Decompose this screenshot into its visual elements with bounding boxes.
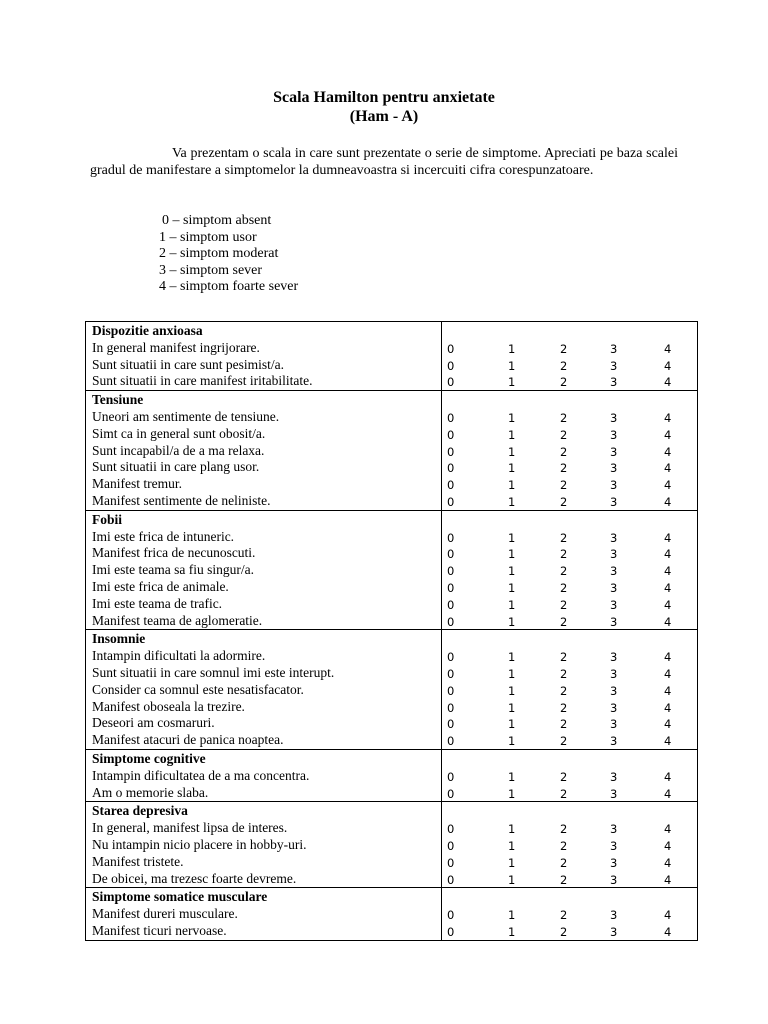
- score-option[interactable]: 3: [610, 769, 618, 784]
- score-option[interactable]: 3: [610, 683, 618, 698]
- score-option[interactable]: 3: [610, 564, 618, 579]
- score-options-row: [442, 373, 697, 390]
- section-row: [86, 322, 698, 391]
- section-items-cell: [86, 322, 442, 391]
- score-options-row: [442, 409, 697, 426]
- section-title: Dispozitie anxioasa: [92, 323, 203, 338]
- score-options-row: [442, 476, 697, 493]
- score-option[interactable]: 4: [664, 614, 672, 629]
- legend-item: 0 – simptom absent: [162, 213, 272, 228]
- symptom-item: Sunt situatii in care plang usor.: [92, 459, 260, 475]
- symptom-item: Manifest teama de aglomeratie.: [92, 612, 263, 628]
- score-option[interactable]: 4: [664, 717, 672, 732]
- score-options-row: [442, 732, 697, 749]
- score-option[interactable]: 1: [508, 478, 516, 493]
- score-options-row: [442, 837, 697, 854]
- symptom-item: Imi este teama de trafic.: [92, 595, 223, 611]
- score-option[interactable]: 4: [664, 444, 672, 459]
- score-option[interactable]: 0: [447, 410, 455, 425]
- score-option[interactable]: 2: [560, 410, 568, 425]
- section-items-cell: [86, 888, 442, 940]
- score-option[interactable]: 3: [610, 427, 618, 442]
- score-option[interactable]: 1: [508, 855, 516, 870]
- symptom-item: Intampin dificultati la adormire.: [92, 648, 266, 664]
- score-option[interactable]: 2: [560, 734, 568, 749]
- score-options-row: [442, 545, 697, 562]
- section-scores-cell: [442, 802, 698, 888]
- score-option[interactable]: 1: [508, 786, 516, 801]
- score-option[interactable]: 4: [664, 547, 672, 562]
- score-option[interactable]: 0: [447, 717, 455, 732]
- score-option[interactable]: 4: [664, 358, 672, 373]
- score-option[interactable]: 2: [560, 908, 568, 923]
- score-option[interactable]: 1: [508, 358, 516, 373]
- score-option[interactable]: 1: [508, 410, 516, 425]
- score-option[interactable]: 2: [560, 717, 568, 732]
- score-option[interactable]: 2: [560, 341, 568, 356]
- score-option[interactable]: 3: [610, 650, 618, 665]
- section-items-cell: [86, 749, 442, 801]
- symptom-item: Imi este frica de intuneric.: [92, 528, 235, 544]
- score-option[interactable]: 0: [447, 683, 455, 698]
- score-option[interactable]: 2: [560, 769, 568, 784]
- rating-legend: [159, 213, 459, 296]
- score-options-row: [442, 579, 697, 596]
- score-option[interactable]: 3: [610, 855, 618, 870]
- score-option[interactable]: 2: [560, 547, 568, 562]
- score-options-row: [442, 715, 697, 732]
- score-option[interactable]: 2: [560, 358, 568, 373]
- score-option[interactable]: 1: [508, 700, 516, 715]
- score-options-row: [442, 459, 697, 476]
- symptom-item: Manifest sentimente de neliniste.: [92, 492, 271, 508]
- score-option[interactable]: 3: [610, 838, 618, 853]
- legend-item: 4 – simptom foarte sever: [159, 279, 299, 295]
- score-option[interactable]: 3: [610, 478, 618, 493]
- section-scores-cell: [442, 510, 698, 630]
- page-title: Scala Hamilton pentru anxietate: [273, 89, 495, 106]
- intro-paragraph: [90, 146, 678, 179]
- score-option[interactable]: 3: [610, 375, 618, 390]
- score-option[interactable]: 2: [560, 597, 568, 612]
- legend-item: 3 – simptom sever: [159, 262, 263, 278]
- score-option[interactable]: 2: [560, 666, 568, 681]
- score-option[interactable]: 3: [610, 614, 618, 629]
- symptom-item: Manifest frica de necunoscuti.: [92, 545, 256, 561]
- score-option[interactable]: 1: [508, 580, 516, 595]
- symptom-item: In general manifest ingrijorare.: [92, 339, 260, 355]
- score-option[interactable]: 4: [664, 427, 672, 442]
- score-option[interactable]: 1: [508, 427, 516, 442]
- score-option[interactable]: 0: [447, 375, 455, 390]
- section-row: [86, 391, 698, 511]
- score-option[interactable]: 1: [508, 717, 516, 732]
- section-items-cell: [86, 510, 442, 630]
- score-option[interactable]: 1: [508, 666, 516, 681]
- score-option[interactable]: 4: [664, 666, 672, 681]
- score-option[interactable]: 2: [560, 614, 568, 629]
- section-title: Simptome somatice musculare: [92, 889, 268, 905]
- score-option[interactable]: 3: [610, 717, 618, 732]
- section-title: Simptome cognitive: [92, 750, 206, 766]
- score-option[interactable]: 4: [664, 650, 672, 665]
- legend-item: 2 – simptom moderat: [159, 246, 279, 262]
- score-options-row: [442, 682, 697, 699]
- score-option[interactable]: 3: [610, 597, 618, 612]
- score-option[interactable]: 4: [664, 838, 672, 853]
- score-options-row: [442, 820, 697, 837]
- section-title: Tensiune: [92, 392, 144, 408]
- score-option[interactable]: 2: [560, 855, 568, 870]
- symptom-item: Manifest dureri musculare.: [92, 906, 238, 922]
- score-options-row: [442, 426, 697, 443]
- section-row: [86, 630, 698, 750]
- score-option[interactable]: 2: [560, 700, 568, 715]
- score-option[interactable]: 3: [610, 530, 618, 545]
- score-options-row: [442, 357, 697, 374]
- score-option[interactable]: 0: [447, 597, 455, 612]
- score-option[interactable]: 0: [447, 666, 455, 681]
- score-option[interactable]: 1: [508, 838, 516, 853]
- section-row: [86, 888, 698, 940]
- score-option[interactable]: 3: [610, 666, 618, 681]
- score-option[interactable]: 2: [560, 461, 568, 476]
- score-option[interactable]: 1: [508, 530, 516, 545]
- section-title: Fobii: [92, 511, 123, 527]
- section-scores-cell: [442, 749, 698, 801]
- symptom-item: Sunt situatii in care manifest iritabilitate.: [92, 373, 313, 389]
- symptom-item: Nu intampin nicio placere in hobby-uri.: [92, 836, 307, 852]
- score-option[interactable]: 4: [664, 564, 672, 579]
- symptom-item: In general, manifest lipsa de interes.: [92, 820, 288, 836]
- score-option[interactable]: 0: [447, 614, 455, 629]
- symptom-item: Sunt situatii in care somnul imi este interupt.: [92, 664, 335, 680]
- score-options-row: [442, 493, 697, 510]
- symptom-item: Manifest atacuri de panica noaptea.: [92, 732, 284, 748]
- score-option[interactable]: 1: [508, 822, 516, 837]
- score-option[interactable]: 0: [447, 427, 455, 442]
- symptom-item: Intampin dificultatea de a ma concentra.: [92, 767, 310, 783]
- score-option[interactable]: 4: [664, 683, 672, 698]
- score-option[interactable]: 3: [610, 494, 618, 509]
- page-subtitle: (Ham - A): [349, 108, 419, 125]
- score-option[interactable]: 1: [508, 375, 516, 390]
- score-options-row: [442, 648, 697, 665]
- score-option[interactable]: 3: [610, 872, 618, 887]
- section-scores-cell: [442, 630, 698, 750]
- score-option[interactable]: 3: [610, 341, 618, 356]
- symptom-item: Am o memorie slaba.: [92, 784, 209, 800]
- score-option[interactable]: 4: [664, 908, 672, 923]
- score-option[interactable]: 3: [610, 547, 618, 562]
- score-option[interactable]: 2: [560, 786, 568, 801]
- score-option[interactable]: 1: [508, 597, 516, 612]
- score-option[interactable]: 3: [610, 461, 618, 476]
- score-option[interactable]: 0: [447, 564, 455, 579]
- score-option[interactable]: 2: [560, 924, 568, 939]
- score-option[interactable]: 3: [610, 924, 618, 939]
- score-option[interactable]: 1: [508, 683, 516, 698]
- score-option[interactable]: 1: [508, 908, 516, 923]
- score-option[interactable]: 1: [508, 461, 516, 476]
- score-option[interactable]: 1: [508, 734, 516, 749]
- score-options-row: [442, 340, 697, 357]
- intro-text: Va prezentam o scala in care sunt prezentate o serie de simptome. Apreciati pe baza scalei gradul de manifestare a simptomelor la dumneavoastra si incercuiti cifra corespunzatoare.: [90, 146, 678, 178]
- score-option[interactable]: 4: [664, 822, 672, 837]
- score-option[interactable]: 1: [508, 494, 516, 509]
- score-option[interactable]: 0: [447, 580, 455, 595]
- section-scores-cell: [442, 322, 698, 391]
- symptom-item: Imi este teama sa fiu singur/a.: [92, 562, 254, 578]
- score-option[interactable]: 2: [560, 580, 568, 595]
- section-items-cell: [86, 391, 442, 511]
- score-option[interactable]: 4: [664, 786, 672, 801]
- symptom-item: Simt ca in general sunt obosit/a.: [92, 425, 266, 441]
- score-options-row: [442, 529, 697, 546]
- score-option[interactable]: 4: [664, 597, 672, 612]
- score-option[interactable]: 4: [664, 700, 672, 715]
- symptom-item: Imi este frica de animale.: [92, 578, 229, 594]
- score-option[interactable]: 2: [560, 872, 568, 887]
- score-option[interactable]: 0: [447, 547, 455, 562]
- symptom-item: Consider ca somnul este nesatisfacator.: [92, 681, 304, 697]
- score-option[interactable]: 1: [508, 614, 516, 629]
- score-option[interactable]: 0: [447, 478, 455, 493]
- score-option[interactable]: 0: [447, 855, 455, 870]
- score-option[interactable]: 0: [447, 358, 455, 373]
- score-option[interactable]: 0: [447, 924, 455, 939]
- score-option[interactable]: 3: [610, 358, 618, 373]
- score-option[interactable]: 2: [560, 427, 568, 442]
- score-option[interactable]: 0: [447, 838, 455, 853]
- score-option[interactable]: 1: [508, 650, 516, 665]
- legend-item: 1 – simptom usor: [159, 229, 257, 245]
- score-option[interactable]: 2: [560, 822, 568, 837]
- score-options-row: [442, 665, 697, 682]
- score-option[interactable]: 0: [447, 786, 455, 801]
- score-option[interactable]: 2: [560, 564, 568, 579]
- score-options-row: [442, 699, 697, 716]
- score-option[interactable]: 4: [664, 734, 672, 749]
- score-option[interactable]: 2: [560, 530, 568, 545]
- score-option[interactable]: 3: [610, 822, 618, 837]
- score-option[interactable]: 0: [447, 494, 455, 509]
- score-option[interactable]: 4: [664, 494, 672, 509]
- score-options-row: [442, 613, 697, 630]
- score-options-row: [442, 923, 697, 940]
- score-option[interactable]: 1: [508, 341, 516, 356]
- score-option[interactable]: 0: [447, 700, 455, 715]
- score-option[interactable]: 3: [610, 410, 618, 425]
- score-options-row: [442, 443, 697, 460]
- section-row: [86, 802, 698, 888]
- score-option[interactable]: 0: [447, 461, 455, 476]
- score-option[interactable]: 4: [664, 580, 672, 595]
- score-option[interactable]: 0: [447, 872, 455, 887]
- score-option[interactable]: 2: [560, 650, 568, 665]
- score-option[interactable]: 0: [447, 769, 455, 784]
- score-option[interactable]: 0: [447, 822, 455, 837]
- symptom-item: Uneori am sentimente de tensiune.: [92, 408, 280, 424]
- score-option[interactable]: 1: [508, 769, 516, 784]
- score-option[interactable]: 3: [610, 786, 618, 801]
- score-option[interactable]: 4: [664, 478, 672, 493]
- score-option[interactable]: 3: [610, 444, 618, 459]
- score-option[interactable]: 2: [560, 838, 568, 853]
- symptom-item: Sunt incapabil/a de a ma relaxa.: [92, 442, 265, 458]
- section-title: Starea depresiva: [92, 803, 188, 819]
- score-option[interactable]: 4: [664, 855, 672, 870]
- score-option[interactable]: 1: [508, 872, 516, 887]
- symptom-item: Manifest ticuri nervoase.: [92, 922, 227, 938]
- score-option[interactable]: 2: [560, 683, 568, 698]
- score-option[interactable]: 1: [508, 924, 516, 939]
- score-option[interactable]: 1: [508, 547, 516, 562]
- score-option[interactable]: 4: [664, 375, 672, 390]
- score-option[interactable]: 0: [447, 734, 455, 749]
- score-option[interactable]: 2: [560, 478, 568, 493]
- score-option[interactable]: 4: [664, 769, 672, 784]
- symptom-item: Sunt situatii in care sunt pesimist/a.: [92, 356, 284, 372]
- score-option[interactable]: 4: [664, 530, 672, 545]
- score-option[interactable]: 4: [664, 461, 672, 476]
- score-options-row: [442, 871, 697, 888]
- score-option[interactable]: 0: [447, 530, 455, 545]
- symptom-item: Manifest tristete.: [92, 853, 184, 869]
- score-option[interactable]: 0: [447, 444, 455, 459]
- score-options-row: [442, 906, 697, 923]
- score-option[interactable]: 2: [560, 444, 568, 459]
- score-option[interactable]: 3: [610, 580, 618, 595]
- section-row: [86, 749, 698, 801]
- symptom-scale-table: [85, 321, 698, 941]
- score-option[interactable]: 0: [447, 341, 455, 356]
- score-option[interactable]: 1: [508, 444, 516, 459]
- score-option[interactable]: 3: [610, 734, 618, 749]
- section-row: [86, 510, 698, 630]
- symptom-item: Manifest oboseala la trezire.: [92, 698, 245, 714]
- symptom-item: De obicei, ma trezesc foarte devreme.: [92, 870, 297, 886]
- score-option[interactable]: 3: [610, 908, 618, 923]
- score-options-row: [442, 768, 697, 785]
- score-option[interactable]: 0: [447, 908, 455, 923]
- score-option[interactable]: 4: [664, 924, 672, 939]
- section-items-cell: [86, 802, 442, 888]
- score-options-row: [442, 785, 697, 802]
- section-items-cell: [86, 630, 442, 750]
- section-title: Insomnie: [92, 631, 146, 647]
- score-option[interactable]: 3: [610, 700, 618, 715]
- symptom-item: Manifest tremur.: [92, 476, 182, 492]
- score-option[interactable]: 1: [508, 564, 516, 579]
- score-options-row: [442, 596, 697, 613]
- score-option[interactable]: 2: [560, 375, 568, 390]
- score-option[interactable]: 0: [447, 650, 455, 665]
- score-option[interactable]: 2: [560, 494, 568, 509]
- score-options-row: [442, 854, 697, 871]
- score-options-row: [442, 562, 697, 579]
- section-scores-cell: [442, 391, 698, 511]
- symptom-item: Deseori am cosmaruri.: [92, 715, 215, 731]
- score-option[interactable]: 4: [664, 410, 672, 425]
- score-option[interactable]: 4: [664, 872, 672, 887]
- score-option[interactable]: 4: [664, 341, 672, 356]
- section-scores-cell: [442, 888, 698, 940]
